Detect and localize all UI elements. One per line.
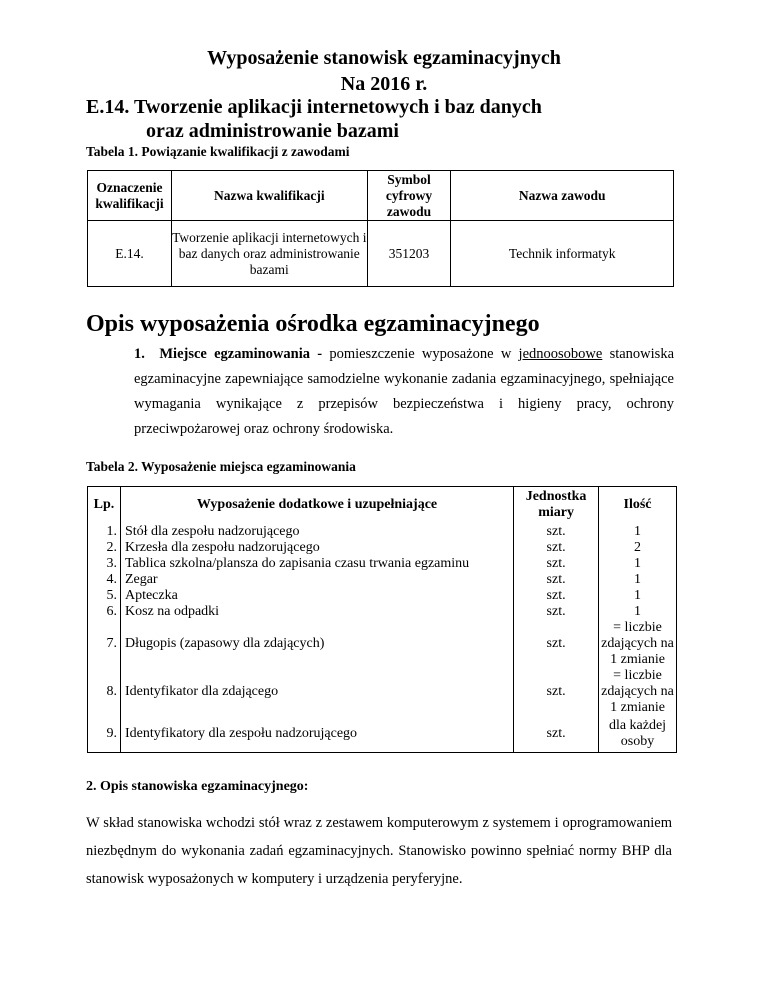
table-cell: 1 — [599, 524, 677, 540]
table2-caption: Tabela 2. Wyposażenie miejsca egzaminowania — [86, 459, 356, 474]
table-cell: E.14. — [88, 221, 172, 287]
table-cell: 3. — [88, 556, 121, 572]
table-cell: Zegar — [120, 572, 513, 588]
item-text-underlined: jednoosobowe — [518, 346, 603, 362]
table-cell: Identyfikator dla zdającego — [120, 668, 513, 716]
document-title-line-4: oraz administrowanie bazami — [146, 120, 399, 142]
table-cell: 1 — [599, 604, 677, 620]
table-cell: Stół dla zespołu nadzorującego — [120, 524, 513, 540]
qualification-table — [87, 170, 674, 287]
table-header-cell: Ilość — [599, 487, 677, 524]
table-header-row — [88, 171, 674, 221]
table-cell: 6. — [88, 604, 121, 620]
table-header-cell: Jednostka miary — [514, 487, 599, 524]
table-cell: 7. — [88, 620, 121, 668]
table-cell: Technik informatyk — [451, 221, 674, 287]
document-title-line-2: Na 2016 r. — [340, 73, 428, 95]
table-cell: Apteczka — [120, 588, 513, 604]
section-heading-equipment: Opis wyposażenia ośrodka egzaminacyjnego — [86, 311, 540, 337]
table-row — [88, 540, 677, 556]
table-cell: 4. — [88, 572, 121, 588]
table-row — [88, 604, 677, 620]
table-header-cell: Nazwa zawodu — [451, 171, 674, 221]
table-row — [88, 556, 677, 572]
table-cell: Długopis (zapasowy dla zdających) — [120, 620, 513, 668]
table-cell: 5. — [88, 588, 121, 604]
item-lead: Miejsce egzaminowania - — [159, 346, 323, 362]
exam-place-description — [108, 342, 674, 442]
table-header-cell: Symbol cyfrowy zawodu — [367, 171, 451, 221]
table-row — [88, 620, 677, 668]
table-header-row — [88, 487, 677, 524]
table-cell: szt. — [514, 524, 599, 540]
table-header-cell: Nazwa kwalifikacji — [171, 171, 367, 221]
table-cell: Tworzenie aplikacji internetowych i baz danych oraz administrowanie bazami — [171, 221, 367, 287]
table-cell: szt. — [514, 620, 599, 668]
table-cell: 1 — [599, 588, 677, 604]
list-number: 1. — [134, 346, 145, 362]
table-header-cell: Wyposażenie dodatkowe i uzupełniające — [120, 487, 513, 524]
table-cell: 2 — [599, 540, 677, 556]
table-cell: Krzesła dla zespołu nadzorującego — [120, 540, 513, 556]
table-row — [88, 668, 677, 716]
table-cell: szt. — [514, 556, 599, 572]
table-cell: = liczbie zdających na 1 zmianie — [599, 620, 677, 668]
table-cell: Identyfikatory dla zespołu nadzorującego — [120, 716, 513, 753]
table-cell: 1 — [599, 572, 677, 588]
document-title-line-3: E.14. Tworzenie aplikacji internetowych i baz danych — [86, 96, 542, 118]
document-title-line-1: Wyposażenie stanowisk egzaminacyjnych — [207, 47, 561, 69]
table-header-cell: Lp. — [88, 487, 121, 524]
table-cell: dla każdej osoby — [599, 716, 677, 753]
table-cell: 1 — [599, 556, 677, 572]
table-row — [88, 221, 674, 287]
table-cell: 351203 — [367, 221, 451, 287]
table-cell: 2. — [88, 540, 121, 556]
table-cell: szt. — [514, 716, 599, 753]
equipment-table — [87, 486, 677, 753]
table-cell: szt. — [514, 572, 599, 588]
table-header-cell: Oznaczenie kwalifikacji — [88, 171, 172, 221]
table-row — [88, 572, 677, 588]
table-cell: szt. — [514, 668, 599, 716]
table-row — [88, 716, 677, 753]
table-cell: szt. — [514, 540, 599, 556]
table-row — [88, 524, 677, 540]
table-cell: = liczbie zdających na 1 zmianie — [599, 668, 677, 716]
table-cell: 8. — [88, 668, 121, 716]
table-cell: szt. — [514, 604, 599, 620]
table-cell: szt. — [514, 588, 599, 604]
table1-caption: Tabela 1. Powiązanie kwalifikacji z zawodami — [86, 144, 350, 159]
item-text-b: stanowiska egzaminacyjne zapewniające samodzielne wykonanie zadania egzaminacyjnego, spełniające wymagania wynikające z przepisów bezpieczeństwa i higieny pracy, ochrony przeciwpożarowej oraz ochrony środowiska. — [134, 346, 674, 437]
table-row — [88, 588, 677, 604]
item-text-a: pomieszczenie wyposażone w — [329, 346, 512, 362]
section-heading-workstation: 2. Opis stanowiska egzaminacyjnego: — [86, 779, 309, 794]
workstation-description: W skład stanowiska wchodzi stół wraz z zestawem komputerowym z systemem i oprogramowaniem niezbędnym do wykonania zadań egzaminacyjnych. Stanowisko powinno spełniać normy BHP dla stanowisk wyposażonych w komputery i urządzenia peryferyjne. — [86, 815, 672, 887]
table-cell: Tablica szkolna/plansza do zapisania czasu trwania egzaminu — [120, 556, 513, 572]
table-cell: 9. — [88, 716, 121, 753]
table-cell: Kosz na odpadki — [120, 604, 513, 620]
table-cell: 1. — [88, 524, 121, 540]
